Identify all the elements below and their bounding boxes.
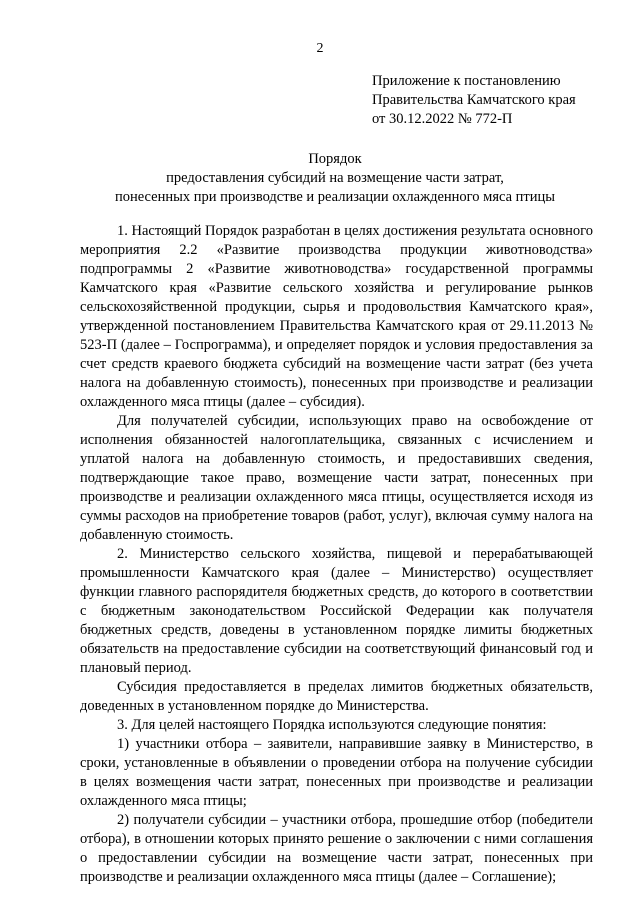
title-line: понесенных при производстве и реализации охлажденного мяса птицы [114, 189, 556, 205]
page-number: 2 [316, 41, 324, 56]
paragraph: 2. Министерство сельского хозяйства, пищевой и перерабатывающей промышленности Камчатского края (далее – Министерство) осуществляет функции главного распорядителя бюджетных средств, до которого в соответствии с бюджетным законодательством Российской Федерации как получателя бюджетных средств, доведены в установленном порядке лимиты бюджетных обязательств на предоставление субсидии на соответствующий финансовый год и плановый период. [80, 546, 593, 676]
paragraph: 1. Настоящий Порядок разработан в целях достижения результата основного мероприятия 2.2 «Развитие производства продукции животноводства» подпрограммы 2 «Развитие животноводства» государственной программы Камчатского края «Развитие сельского хозяйства и регулирование рынков сельскохозяйственной продукции, сырья и продовольствия Камчатского края», утвержденной постановлением Правительства Камчатского края от 29.11.2013 № 523-П (далее – Госпрограмма), и определяет порядок и условия предоставления за счет средств краевого бюджета субсидий на возмещение части затрат (без учета налога на добавленную стоимость), понесенных при производстве и реализации охлажденного мяса птицы (далее – субсидия). [80, 223, 593, 410]
appendix-line: Правительства Камчатского края [372, 92, 576, 108]
title-line: Порядок [308, 151, 362, 167]
paragraph: Субсидия предоставляется в пределах лимитов бюджетных обязательств, доведенных в установленном порядке до Министерства. [80, 679, 593, 714]
paragraph: 1) участники отбора – заявители, направившие заявку в Министерство, в сроки, установленные в объявлении о проведении отбора на получение субсидии в целях возмещения части затрат, понесенных при производстве и реализации охлажденного мяса птицы; [80, 736, 593, 809]
appendix-line: Приложение к постановлению [372, 73, 561, 89]
appendix-line: от 30.12.2022 № 772-П [372, 111, 513, 127]
document-body [80, 222, 593, 887]
paragraph: 2) получатели субсидии – участники отбора, прошедшие отбор (победители отбора), в отношении которых принято решение о заключении с ними соглашения о предоставлении субсидии на возмещение части затрат, понесенных при производстве и реализации охлажденного мяса птицы (далее – Соглашение); [80, 812, 593, 885]
appendix-header [372, 72, 622, 129]
paragraph: Для получателей субсидии, использующих право на освобождение от исполнения обязанностей налогоплательщика, связанных с исчислением и уплатой налога на добавленную стоимость, и предоставивших сведения, подтверждающие такое право, возмещение части затрат, понесенных при производстве и реализации охлажденного мяса птицы, осуществляется исходя из суммы расходов на приобретение товаров (работ, услуг), включая сумму налога на добавленную стоимость. [80, 413, 593, 543]
document-title [40, 150, 630, 207]
title-line: предоставления субсидий на возмещение части затрат, [166, 170, 504, 186]
paragraph: 3. Для целей настоящего Порядка используются следующие понятия: [117, 717, 547, 733]
